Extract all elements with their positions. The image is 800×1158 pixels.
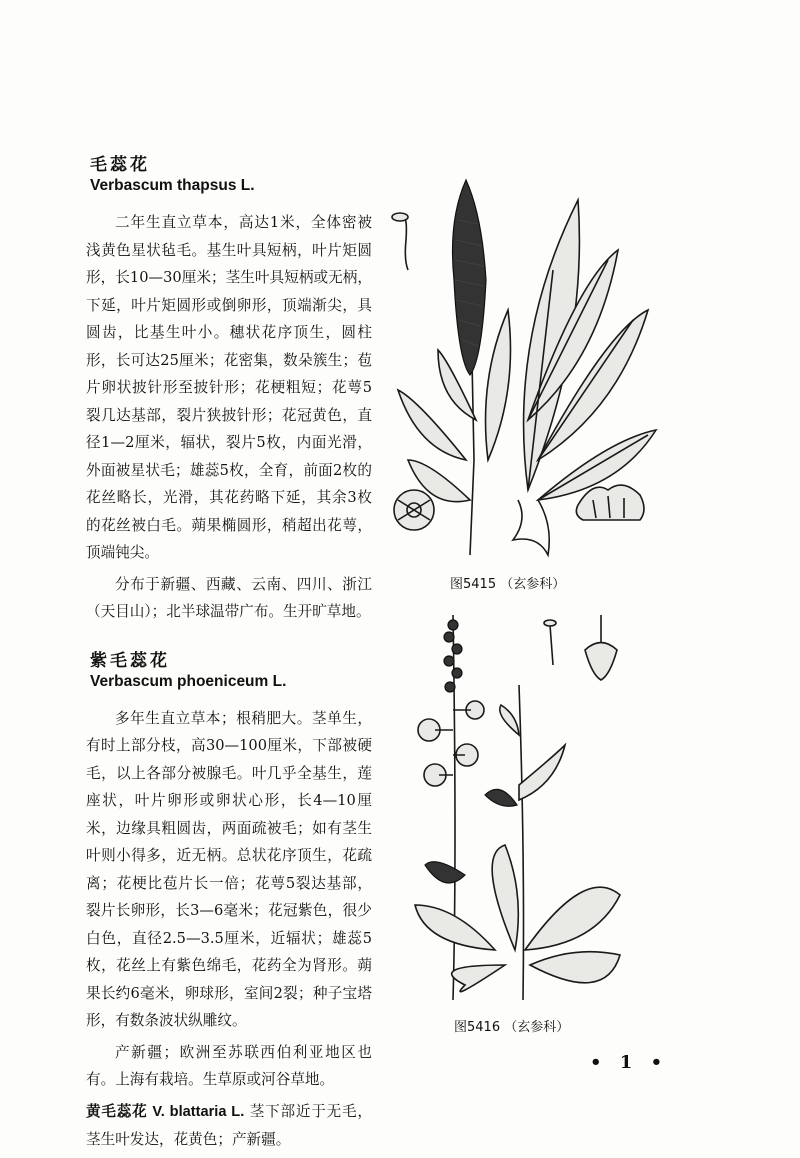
figure-5415-illustration (378, 160, 660, 560)
figure-5416-illustration (405, 605, 635, 1005)
page-number: • 1 • (590, 1052, 669, 1073)
description-1: 二年生直立草本，高达1米，全体密被浅黄色星状毡毛。基生叶具短柄，叶片矩圆形，长10—30厘米；茎生叶具短柄或无柄，下延，叶片矩圆形或倒卵形，顶端渐尖，具圆齿，比基生叶小。穗状花序顶生，圆柱形，长可达25厘米；花密集，数朵簇生；苞片卵状披针形至披针形；花梗粗短；花萼5裂几达基部，裂片狭披针形；花冠黄色，直径1—2厘米，辐状，裂片5枚，内面光滑，外面被星状毛；雄蕊5枚，全育，前面2枚的花丝略长，光滑，其花药略下延，其余3枚的花丝被白毛。蒴果椭圆形，稍超出花萼，顶端钝尖。 (86, 214, 372, 561)
species-name-cn-2: 紫毛蕊花 (90, 650, 170, 671)
species-name-latin-2: Verbascum phoeniceum L. (90, 672, 287, 690)
related-species (86, 1098, 372, 1154)
related-species-text: 茎下部近于无毛，茎生叶发达，花黄色；产新疆。 (86, 1102, 372, 1148)
species-name-cn-1: 毛蕊花 (90, 155, 150, 175)
figure-5416-caption: 图5416 （玄参科） (454, 1020, 570, 1035)
description-2: 多年生直立草本；根稍肥大。茎单生，有时上部分枝，高30—100厘米，下部被硬毛，以上各部分被腺毛。叶几乎全基生，莲座状，叶片卵形或卵状心形，长4—10厘米，边缘具粗圆齿，两面疏被毛；如有茎生叶则小得多，近无柄。总状花序顶生，花疏离；花梗比苞片长一倍；花萼5裂达基部，裂片长卵形，长3—6毫米；花冠紫色，很少白色，直径2.5—3.5厘米，近辐状；雄蕊5枚，花丝上有紫色绵毛，花药全为肾形。蒴果长约6毫米，卵球形，室间2裂；种子宝塔形，有数条波状纵雕纹。 (86, 709, 372, 1029)
distribution-2: 产新疆；欧洲至苏联西伯利亚地区也有。上海有栽培。生草原或河谷草地。 (86, 1043, 372, 1088)
text-column (86, 150, 372, 1158)
related-species-name: 黄毛蕊花 V. blattaria L. (86, 1103, 245, 1120)
species-name-latin-1: Verbascum thapsus L. (90, 177, 255, 194)
flower-detail-icon (394, 490, 434, 530)
flower-section-icon (576, 485, 644, 520)
distribution-1: 分布于新疆、西藏、云南、四川、浙江（天目山）；北半球温带广布。生开旷草地。 (86, 575, 372, 620)
figure-5415-caption: 图5415 （玄参科） (450, 577, 566, 592)
